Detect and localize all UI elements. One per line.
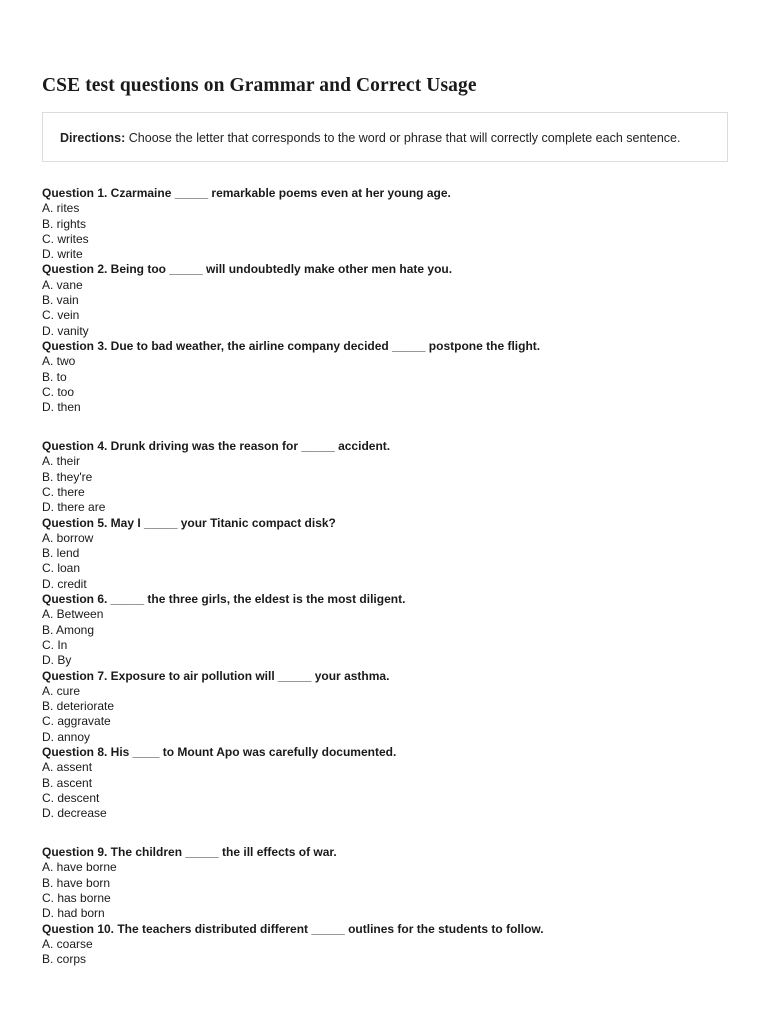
answer-option: C. too: [42, 384, 75, 399]
question-text: Question 4. Drunk driving was the reason for _____ accident.: [42, 439, 391, 454]
answer-option: A. have borne: [42, 860, 117, 875]
answer-option: C. there: [42, 484, 85, 499]
question-text: Question 10. The teachers distributed different _____ outlines for the students to follow.: [42, 921, 544, 936]
answer-option: B. Among: [42, 622, 95, 637]
question-block: [42, 186, 742, 262]
answer-option: A. borrow: [42, 530, 94, 545]
directions-box: [42, 112, 728, 162]
answer-option: B. vain: [42, 293, 79, 308]
answer-option: C. vein: [42, 308, 80, 323]
answer-option: A. assent: [42, 760, 93, 775]
answer-option: B. rights: [42, 216, 87, 231]
answer-option: C. loan: [42, 561, 81, 576]
question-text: Question 9. The children _____ the ill effects of war.: [42, 845, 337, 860]
question-block: [42, 339, 742, 415]
answer-option: C. writes: [42, 231, 89, 246]
question-block: [42, 439, 742, 515]
answer-option: A. Between: [42, 607, 104, 622]
answer-option: C. In: [42, 637, 68, 652]
answer-option: D. then: [42, 400, 81, 415]
question-text: Question 3. Due to bad weather, the airline company decided _____ postpone the flight.: [42, 338, 541, 353]
answer-option: A. rites: [42, 201, 80, 216]
directions-label: Directions:: [60, 131, 126, 145]
question-block: [42, 262, 742, 338]
answer-option: D. annoy: [42, 729, 91, 744]
question-block: [42, 669, 742, 745]
answer-option: B. ascent: [42, 775, 93, 790]
question-block: [42, 592, 742, 668]
question-block: [42, 516, 742, 592]
answer-option: A. vane: [42, 277, 83, 292]
answer-option: A. two: [42, 354, 76, 369]
question-block: [42, 845, 742, 921]
question-text: Question 7. Exposure to air pollution will _____ your asthma.: [42, 668, 390, 683]
question-text: Question 8. His ____ to Mount Apo was carefully documented.: [42, 744, 397, 759]
answer-option: B. have born: [42, 875, 111, 890]
question-text: Question 5. May I _____ your Titanic compact disk?: [42, 515, 336, 530]
answer-option: D. write: [42, 247, 83, 262]
answer-option: D. had born: [42, 906, 105, 921]
answer-option: B. deteriorate: [42, 699, 115, 714]
question-text: Question 1. Czarmaine _____ remarkable poems even at her young age.: [42, 186, 451, 200]
answer-option: D. credit: [42, 576, 87, 591]
question-text: Question 6. _____ the three girls, the eldest is the most diligent.: [42, 592, 406, 607]
answer-option: D. there are: [42, 500, 106, 515]
answer-option: D. decrease: [42, 806, 107, 821]
directions-text: Choose the letter that corresponds to the word or phrase that will correctly complete each sentence.: [128, 131, 681, 145]
answer-option: C. descent: [42, 790, 100, 805]
answer-option: D. By: [42, 653, 72, 668]
question-block: [42, 745, 742, 821]
page-title: CSE test questions on Grammar and Correct Usage: [42, 75, 477, 96]
answer-option: A. cure: [42, 683, 81, 698]
answer-option: D. vanity: [42, 323, 89, 338]
answer-option: A. their: [42, 454, 81, 469]
question-block: [42, 922, 742, 968]
answer-option: B. lend: [42, 546, 80, 561]
answer-option: B. they're: [42, 469, 93, 484]
answer-option: A. coarse: [42, 936, 93, 951]
question-list: [42, 186, 742, 967]
question-text: Question 2. Being too _____ will undoubtedly make other men hate you.: [42, 262, 453, 277]
answer-option: B. corps: [42, 952, 87, 967]
answer-option: B. to: [42, 369, 67, 384]
answer-option: C. has borne: [42, 890, 111, 905]
answer-option: C. aggravate: [42, 714, 111, 729]
